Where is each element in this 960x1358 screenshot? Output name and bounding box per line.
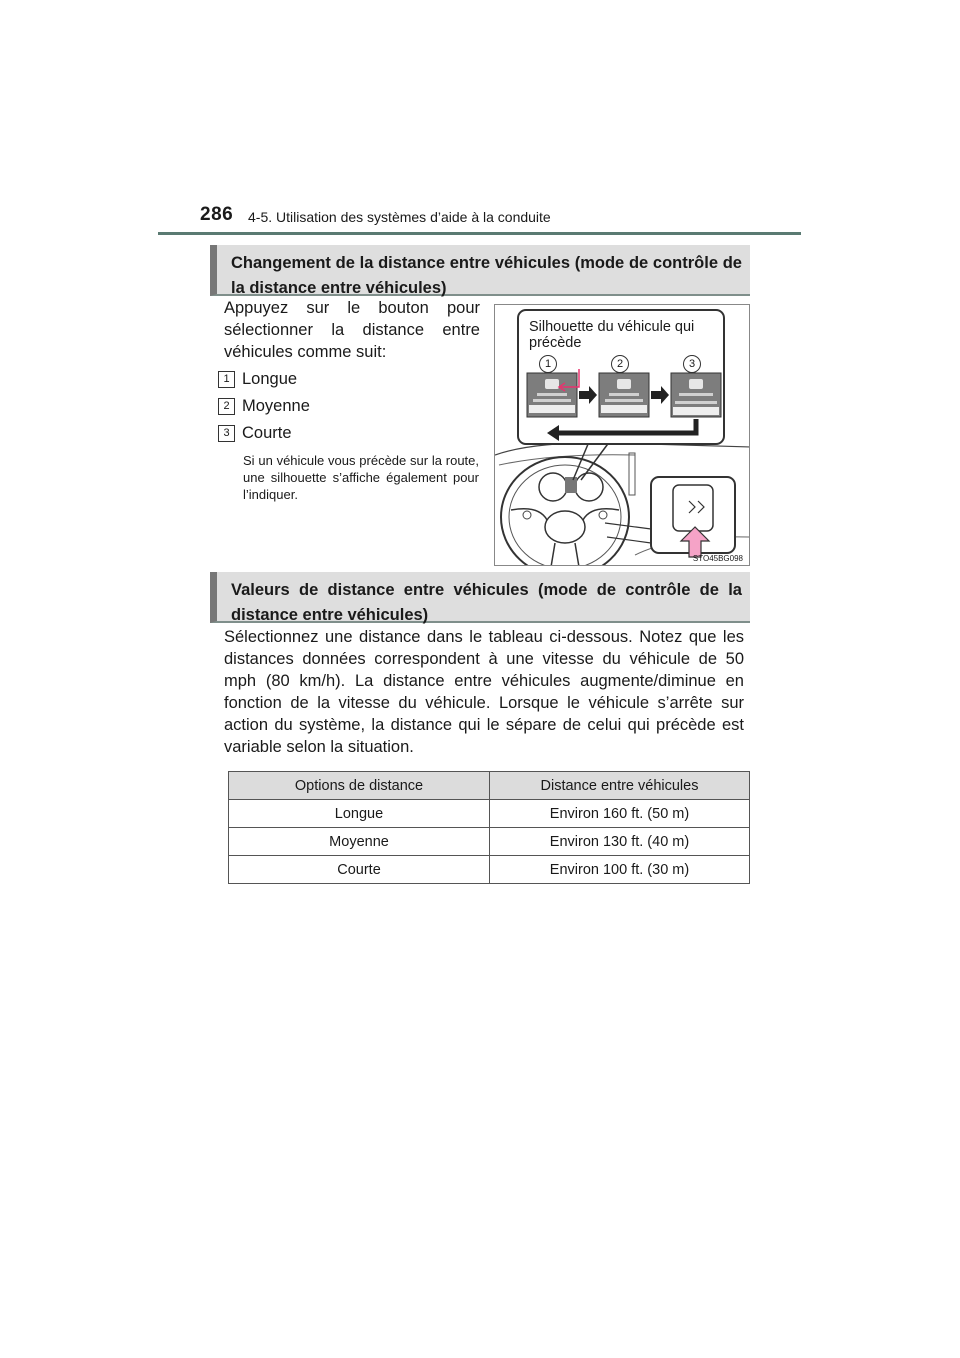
figure-number-badge: 2 <box>611 355 629 373</box>
list-item <box>218 424 292 444</box>
distance-table <box>228 771 750 884</box>
display-callout <box>517 309 725 445</box>
table-row <box>229 856 750 884</box>
item-label: Moyenne <box>242 397 310 415</box>
table-cell: Environ 130 ft. (40 m) <box>490 828 750 856</box>
table-header-cell: Distance entre véhicules <box>490 772 750 800</box>
running-head: 4-5. Utilisation des systèmes d’aide à la conduite <box>248 209 551 225</box>
table-cell: Moyenne <box>229 828 490 856</box>
note-text: Si un véhicule vous précède sur la route, une silhouette s’affiche également pour l’indiquer. <box>243 453 479 502</box>
table-header-cell: Options de distance <box>229 772 490 800</box>
figure-code: STO45BG098 <box>692 554 743 563</box>
table-row <box>229 800 750 828</box>
dashboard-illustration <box>494 304 750 566</box>
table-row <box>229 828 750 856</box>
table-cell: Environ 160 ft. (50 m) <box>490 800 750 828</box>
figure-number-badge: 3 <box>683 355 701 373</box>
item-number-badge: 3 <box>218 425 235 442</box>
page-number: 286 <box>200 204 234 225</box>
intro-paragraph: Appuyez sur le bouton pour sélectionner la distance entre véhicules comme suit: <box>224 299 480 361</box>
table-header-row <box>229 772 750 800</box>
car-silhouette-icon <box>517 309 725 445</box>
item-number-badge: 1 <box>218 371 235 388</box>
body-paragraph: Sélectionnez une distance dans le tableau ci-dessous. Notez que les distances données correspondent à une vitesse du véhicule de 50 mph (80 km/h). La distance entre véhicules augmente/diminue en fonction de la vitesse du véhicule. Lorsque le véhicule s’arrête sur action du système, la distance qui le sépare de celui qui précède est variable selon la situation. <box>224 628 744 756</box>
header-rule <box>158 232 801 235</box>
item-number-badge: 2 <box>218 398 235 415</box>
table-cell: Longue <box>229 800 490 828</box>
section-heading-change-distance: Changement de la distance entre véhicules (mode de contrôle de la distance entre véhicules) <box>210 245 750 296</box>
item-label: Courte <box>242 424 292 442</box>
callout-label: Silhouette du véhicule qui précède <box>529 319 695 351</box>
table-cell: Courte <box>229 856 490 884</box>
figure-number-badge: 1 <box>539 355 557 373</box>
item-label: Longue <box>242 370 298 388</box>
list-item <box>218 370 297 390</box>
section-heading-distance-values: Valeurs de distance entre véhicules (mode de contrôle de la distance entre véhicules) <box>210 572 750 623</box>
table-cell: Environ 100 ft. (30 m) <box>490 856 750 884</box>
list-item <box>218 397 310 417</box>
